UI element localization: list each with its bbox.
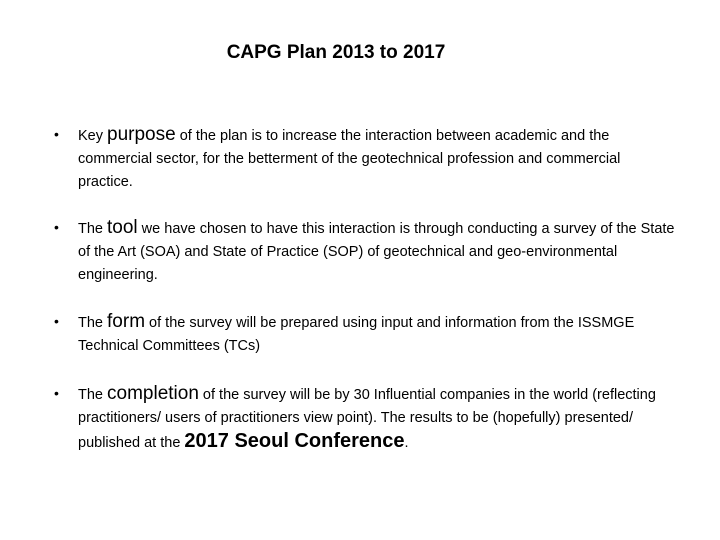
bullet-tool — [54, 216, 678, 287]
bullet-text: we have chosen to have this interaction is through conducting a survey of the State of the Art (SOA) and State of Practice (SOP) of geotechnical and geo-environmental engineering. — [78, 221, 675, 283]
slide-title: CAPG Plan 2013 to 2017 — [226, 42, 446, 63]
bullet-lead: The — [78, 387, 108, 403]
bullet-dot: • — [54, 219, 59, 235]
bullet-lead: The — [78, 221, 108, 237]
bullet-dot: • — [54, 313, 59, 329]
bullet-keyword: completion — [107, 383, 199, 404]
bullet-keyword: purpose — [107, 124, 176, 145]
bullet-dot: • — [54, 385, 59, 401]
bullet-text: of the plan is to increase the interaction between academic and the commercial sector, for the betterment of the geotechnical profession and commercial practice. — [78, 128, 621, 190]
bullet-text: of the survey will be prepared using input and information from the ISSMGE Technical Committees (TCs) — [78, 315, 635, 354]
bullet-keyword: form — [107, 311, 146, 332]
bullet-lead: Key — [78, 128, 108, 144]
bullet-lead: The — [78, 315, 108, 331]
bullet-completion — [54, 382, 678, 455]
bullet-dot: • — [54, 126, 59, 142]
conference-emphasis: 2017 Seoul Conference — [184, 430, 405, 452]
bullet-form — [54, 310, 678, 358]
bullet-tail: . — [404, 435, 409, 451]
bullet-keyword: tool — [107, 217, 138, 238]
bullet-purpose — [54, 123, 678, 194]
bullet-text: of the survey will be by 30 Influential companies in the world (reflecting practitioners/ users of practitioners view point). The results to be (hopefully) presented/ published at the — [78, 387, 656, 451]
